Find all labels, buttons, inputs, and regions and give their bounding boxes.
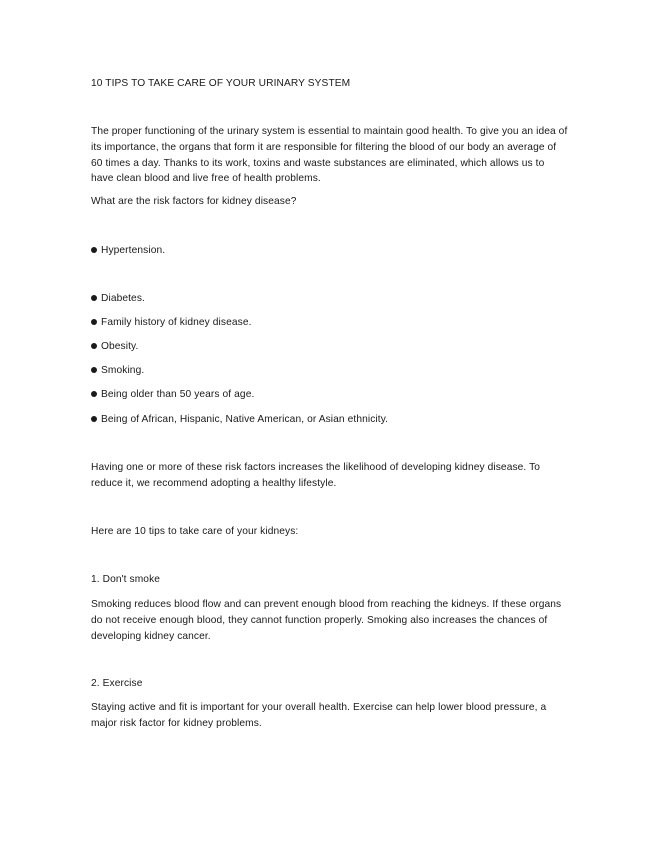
risk-factor-item: Being of African, Hispanic, Native American, or Asian ethnicity. (91, 413, 388, 427)
bullet-icon (91, 367, 97, 373)
risk-summary-paragraph: Having one or more of these risk factors increases the likelihood of developing kidney disease. To reduce it, we recommend adopting a healthy lifestyle. (91, 462, 541, 489)
risk-factor-item: Hypertension. (91, 244, 165, 258)
tip-body: Smoking reduces blood flow and can prevent enough blood from reaching the kidneys. If these organs do not receive enough blood, they cannot function properly. Smoking also increases the chances of developing kidney cancer. (91, 599, 562, 642)
bullet-icon (91, 247, 97, 253)
risk-factor-item: Diabetes. (91, 292, 145, 306)
intro-paragraph: The proper functioning of the urinary system is essential to maintain good health. To give you an idea of its importance, the organs that form it are responsible for filtering the blood of our body an average of 60 times a day. Thanks to its work, toxins and waste substances are eliminated, which allows us to have clean blood and live free of health problems. (91, 126, 568, 185)
tip-heading: 2. Exercise (91, 678, 143, 689)
bullet-icon (91, 391, 97, 397)
risk-factor-item: Being older than 50 years of age. (91, 388, 254, 402)
risk-factor-item: Smoking. (91, 364, 144, 378)
bullet-icon (91, 416, 97, 422)
document-title: 10 TIPS TO TAKE CARE OF YOUR URINARY SYSTEM (91, 78, 351, 89)
bullet-icon (91, 319, 97, 325)
bullet-icon (91, 295, 97, 301)
risk-factor-item: Family history of kidney disease. (91, 316, 252, 330)
risk-question: What are the risk factors for kidney disease? (91, 196, 297, 207)
risk-factor-item: Obesity. (91, 340, 138, 354)
tip-body: Staying active and fit is important for your overall health. Exercise can help lower blood pressure, a major risk factor for kidney problems. (91, 702, 547, 729)
bullet-icon (91, 343, 97, 349)
tip-heading: 1. Don't smoke (91, 574, 161, 585)
tips-intro: Here are 10 tips to take care of your kidneys: (91, 526, 299, 537)
